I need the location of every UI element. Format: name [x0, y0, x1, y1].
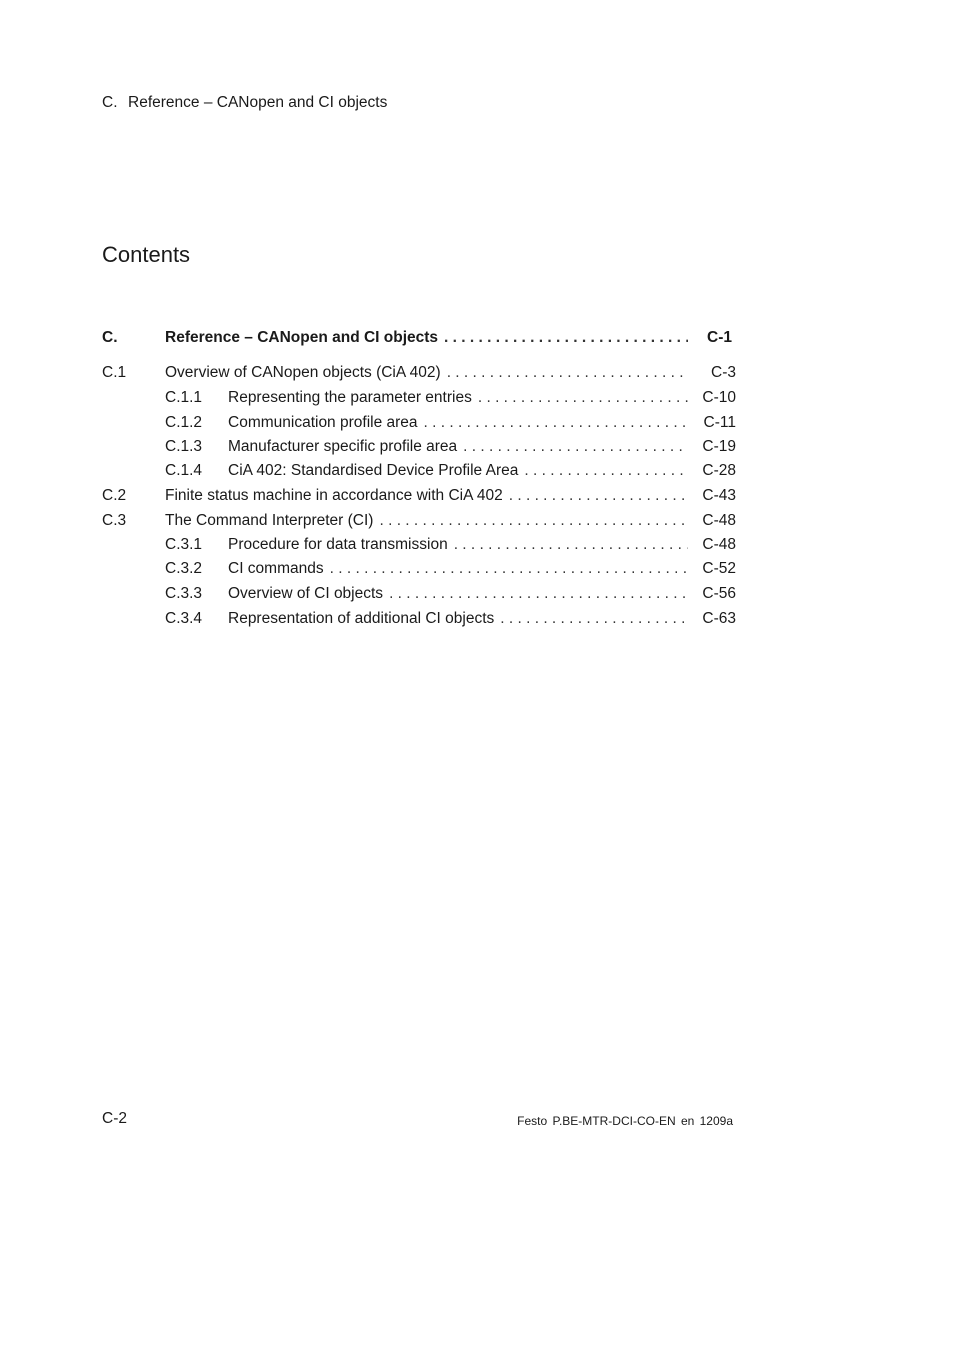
running-header-title: Reference – CANopen and CI objects: [128, 94, 388, 111]
toc-leader-dots: [424, 412, 688, 434]
toc-leader-dots: [330, 558, 688, 580]
toc-entry-section[interactable]: [102, 362, 736, 384]
toc-entry-page: C-48: [702, 512, 736, 529]
running-header-number: C.: [102, 94, 118, 111]
toc-entry-page: C-1: [707, 329, 732, 346]
toc-entry-number: C.3: [102, 512, 127, 529]
toc-entry-subsection[interactable]: [102, 558, 736, 580]
toc-leader-dots: [524, 460, 688, 482]
toc-entry-number: C.1.2: [165, 414, 203, 431]
toc-entry-number: C.3.2: [165, 560, 203, 577]
toc-entry-section[interactable]: [102, 485, 736, 507]
toc-entry-title: Manufacturer specific profile area: [228, 438, 458, 455]
footer-page-number: C-2: [102, 1110, 127, 1127]
toc-entry-title: CiA 402: Standardised Device Profile Area: [228, 462, 519, 479]
running-header: [102, 94, 387, 112]
toc-entry-page: C-48: [702, 536, 736, 553]
toc-entry-title: Procedure for data transmission: [228, 536, 448, 553]
toc-entry-number: C.2: [102, 487, 127, 504]
toc-entry-number: C.1.1: [165, 389, 203, 406]
toc-entry-subsection[interactable]: [102, 608, 736, 630]
toc-entry-subsection[interactable]: [102, 436, 736, 458]
toc-entry-page: C-43: [702, 487, 736, 504]
toc-leader-dots: [478, 387, 688, 409]
toc-entry-title: The Command Interpreter (CI): [165, 512, 374, 529]
toc-entry-page: C-19: [702, 438, 736, 455]
toc-entry-number: C.3.4: [165, 610, 203, 627]
toc-leader-dots: [379, 510, 688, 532]
toc-entry-page: C-52: [702, 560, 736, 577]
toc-entry-page: C-3: [711, 364, 736, 381]
toc-entry-page: C-56: [702, 585, 736, 602]
toc-leader-dots: [444, 327, 688, 349]
toc-leader-dots: [500, 608, 688, 630]
contents-heading: Contents: [102, 242, 191, 267]
footer-document-id: Festo P.BE-MTR-DCI-CO-EN en 1209a: [517, 1114, 733, 1128]
toc-entry-chapter[interactable]: [102, 327, 736, 349]
toc-leader-dots: [463, 436, 688, 458]
toc-entry-title: Overview of CANopen objects (CiA 402): [165, 364, 441, 381]
toc-entry-title: Finite status machine in accordance with CiA 402: [165, 487, 503, 504]
toc-entry-title: Communication profile area: [228, 414, 418, 431]
toc-entry-title: Representation of additional CI objects: [228, 610, 495, 627]
toc-entry-subsection[interactable]: [102, 460, 736, 482]
toc-entry-page: C-28: [702, 462, 736, 479]
toc-entry-page: C-11: [703, 414, 736, 431]
toc-leader-dots: [509, 485, 688, 507]
toc-entry-title: Overview of CI objects: [228, 585, 384, 602]
toc-entry-number: C.1.3: [165, 438, 203, 455]
toc-leader-dots: [389, 583, 688, 605]
toc-leader-dots: [454, 534, 688, 556]
toc-entry-page: C-63: [702, 610, 736, 627]
toc-entry-subsection[interactable]: [102, 583, 736, 605]
toc-entry-title: Reference – CANopen and CI objects: [165, 329, 439, 346]
toc-entry-number: C.1: [102, 364, 127, 381]
toc-entry-subsection[interactable]: [102, 387, 736, 409]
toc-leader-dots: [447, 362, 688, 384]
toc-entry-subsection[interactable]: [102, 412, 736, 434]
toc-entry-title: Representing the parameter entries: [228, 389, 472, 406]
toc-entry-subsection[interactable]: [102, 534, 736, 556]
toc-entry-number: C.3.1: [165, 536, 203, 553]
toc-entry-number: C.1.4: [165, 462, 203, 479]
toc-entry-number: C.3.3: [165, 585, 203, 602]
toc-entry-title: CI commands: [228, 560, 324, 577]
toc-entry-number: C.: [102, 329, 118, 346]
toc-entry-section[interactable]: [102, 510, 736, 532]
toc-entry-page: C-10: [702, 389, 736, 406]
